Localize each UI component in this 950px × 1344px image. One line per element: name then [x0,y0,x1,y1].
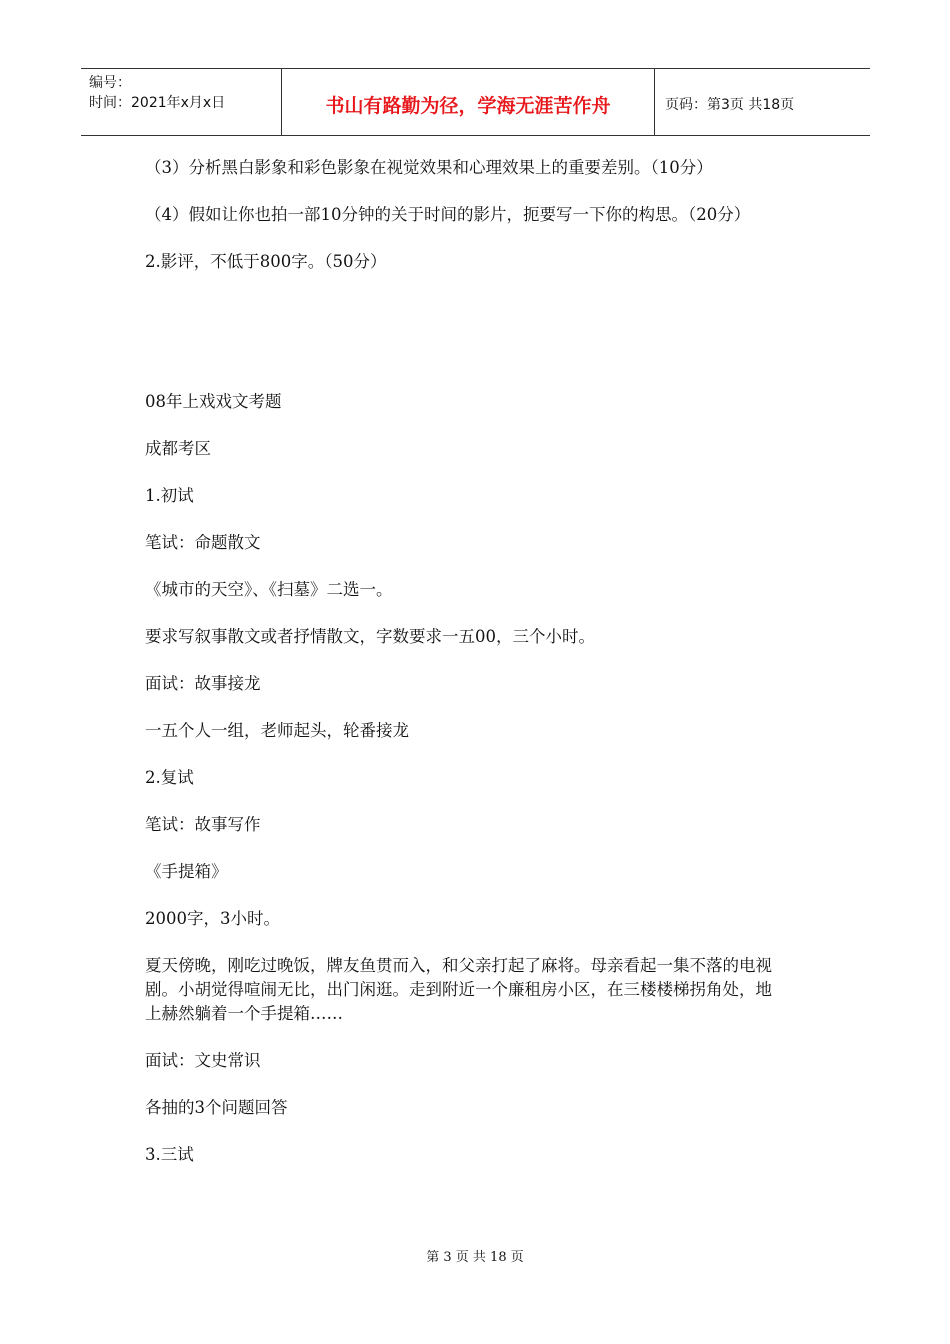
header-page-info: 页码：第3页 共18页 [665,97,795,113]
paragraph: 一五个人一组，老师起头，轮番接龙 [145,721,409,740]
paragraph: 各抽的3个问题回答 [145,1098,288,1117]
paragraph: 笔试：故事写作 [145,815,261,834]
paragraph: 面试：文史常识 [145,1051,261,1070]
paragraph: 成都考区 [145,439,211,458]
paragraph: （3）分析黑白影象和彩色影象在视觉效果和心理效果上的重要差别。（10分） [145,158,713,177]
paragraph: 《城市的天空》、《扫墓》二选一。 [145,580,393,599]
paragraph: 要求写叙事散文或者抒情散文，字数要求一五00，三个小时。 [145,627,595,646]
page-footer: 第 3 页 共 18 页 [426,1250,524,1265]
paragraph: 3.三试 [145,1145,194,1164]
paragraph: 笔试：命题散文 [145,533,261,552]
section-gap [145,297,785,390]
paragraph: 1.初试 [145,486,194,505]
paragraph: 2000字，3小时。 [145,909,280,928]
document-number-label: 编号： [89,75,131,91]
paragraph: 夏天傍晚，刚吃过晚饭，牌友鱼贯而入，和父亲打起了麻将。母亲看起一集不落的电视剧。小胡觉得喧闹无比，出门闲逛。走到附近一个廉租房小区，在三楼楼梯拐角处，地上赫然躺着一个手提箱…… [145,956,772,1023]
paragraph: 面试：故事接龙 [145,674,261,693]
paragraph: 《手提箱》 [145,862,228,881]
section-title: 08年上戏戏文考题 [145,392,282,411]
header-meta [81,69,282,135]
page-header [81,68,870,136]
paragraph: （4）假如让你也拍一部10分钟的关于时间的影片，扼要写一下你的构思。（20分） [145,205,751,224]
document-time: 时间：2021年x月x日 [89,95,226,111]
paragraph: 2.影评，不低于800字。（50分） [145,252,387,271]
header-motto: 书山有路勤为径，学海无涯苦作舟 [282,69,655,135]
document-body [145,156,785,1190]
paragraph: 2.复试 [145,768,194,787]
